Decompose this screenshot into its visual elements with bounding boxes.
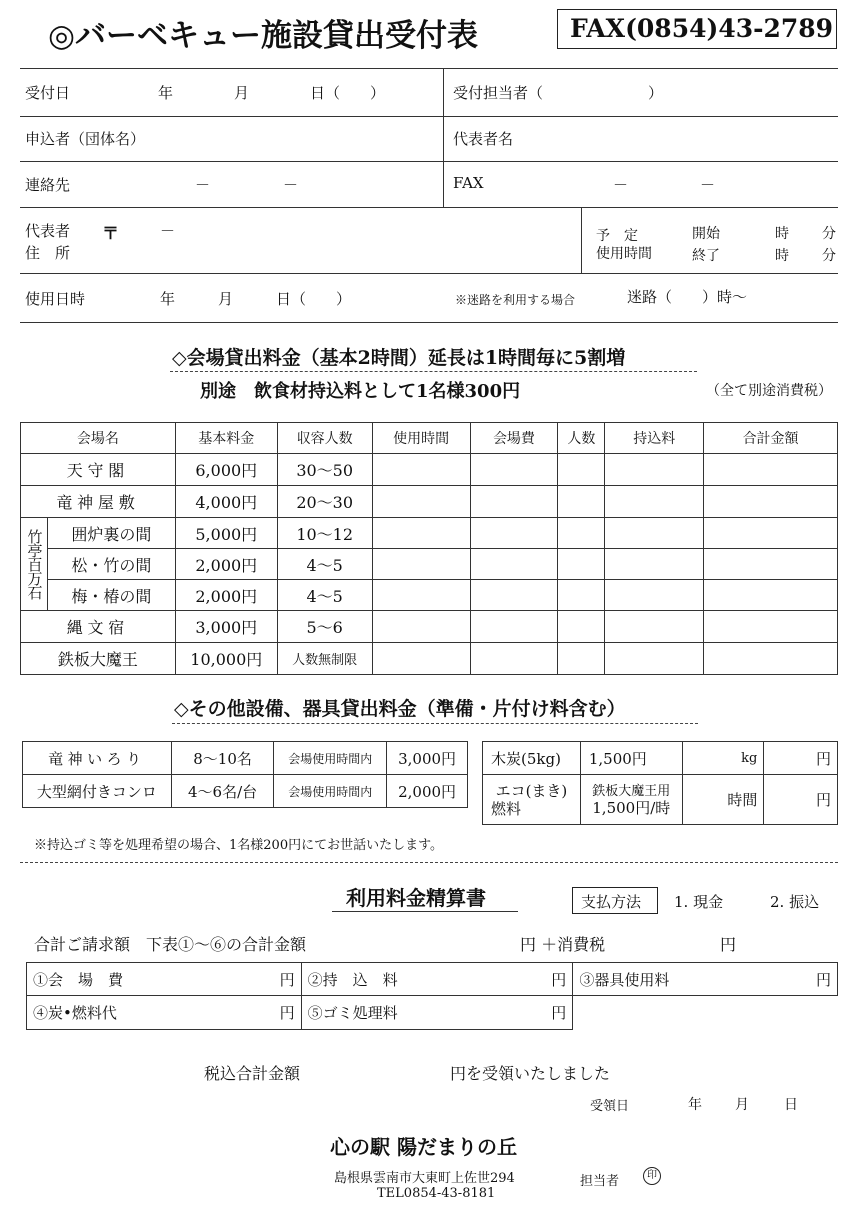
total-cell[interactable] — [704, 549, 838, 580]
payment-method-box — [572, 887, 658, 914]
applicant-label: 申込者（団体名） — [25, 130, 146, 148]
receipt-staff-label: 受付担当者（ ） — [453, 84, 664, 102]
venue-capacity: 20～30 — [277, 486, 372, 518]
column-header: 会場費 — [470, 423, 558, 454]
received-month-label: 月 — [735, 1097, 749, 1113]
usage-time-cell[interactable] — [372, 643, 470, 675]
charcoal-kg-cell[interactable] — [682, 742, 764, 775]
table-row — [21, 643, 838, 675]
usage-time-cell[interactable] — [372, 454, 470, 486]
organization-name: 心の駅 陽だまりの丘 — [330, 1135, 517, 1159]
contact-dash: － — [283, 176, 299, 194]
people-cell[interactable] — [558, 518, 605, 549]
venue-name: 囲炉裏の間 — [47, 518, 175, 549]
venue-capacity: 5～6 — [277, 611, 372, 643]
table-header-row — [21, 423, 838, 454]
venue-capacity: 4～5 — [277, 580, 372, 611]
column-header: 人数 — [558, 423, 605, 454]
heading-underline — [170, 371, 697, 372]
venue-capacity: 30～50 — [277, 454, 372, 486]
equipment-fee: 2,000円 — [387, 775, 468, 808]
postal-dash: － — [160, 222, 176, 240]
venue-cost-cell[interactable] — [470, 643, 558, 675]
equipment-fee-field[interactable] — [573, 963, 838, 996]
unit-yen: 円 — [815, 970, 831, 989]
heading-underline — [172, 723, 698, 724]
venue-fee: 5,000円 — [175, 518, 277, 549]
maze-note: ※迷路を利用する場合 — [455, 293, 576, 307]
start-minute-label: 分 — [822, 226, 836, 242]
venue-name: 天守閣 — [21, 454, 176, 486]
table-row — [483, 775, 838, 825]
settlement-table — [26, 962, 838, 1030]
form-title: ◎バーベキュー施設貸出受付表 — [48, 18, 479, 54]
column-header: 合計金額 — [704, 423, 838, 454]
venue-capacity: 10～12 — [277, 518, 372, 549]
column-header: 持込料 — [605, 423, 704, 454]
carry-in-cell[interactable] — [605, 549, 704, 580]
received-date-label: 受領日 — [590, 1099, 630, 1114]
venue-capacity: 人数無制限 — [277, 643, 372, 675]
equipment-name: 大型網付きコンロ — [23, 775, 172, 808]
schedule-label: 予 定 — [596, 228, 638, 244]
charcoal-label: 木炭(5kg) — [483, 742, 581, 775]
venue-cost-cell[interactable] — [470, 486, 558, 518]
carry-in-fee-label: ②持 込 料 — [307, 970, 398, 989]
end-minute-label: 分 — [822, 248, 836, 264]
venue-fee: 2,000円 — [175, 549, 277, 580]
total-cell[interactable] — [704, 580, 838, 611]
usage-time-cell[interactable] — [372, 580, 470, 611]
start-label: 開始 — [692, 226, 720, 242]
table-row — [23, 775, 468, 808]
unit-yen: 円 — [279, 970, 295, 989]
total-yen-plus-tax: 円 ＋消費税 — [520, 935, 606, 954]
received-statement: 円を受領いたしました — [450, 1064, 611, 1083]
venue-cost-cell[interactable] — [470, 549, 558, 580]
table-row — [27, 963, 838, 996]
table-row — [21, 518, 838, 549]
fax-dash: － — [700, 176, 716, 194]
use-year-label: 年 — [160, 290, 176, 308]
carry-in-cell[interactable] — [605, 454, 704, 486]
eco-fuel-label-line: エコ(まき) — [495, 781, 568, 800]
total-cell[interactable] — [704, 518, 838, 549]
venue-fee: 3,000円 — [175, 611, 277, 643]
eco-fuel-label — [483, 775, 581, 825]
form-divider — [581, 207, 582, 273]
carry-in-cell[interactable] — [605, 643, 704, 675]
venue-fee-heading: ◇会場貸出料金（基本2時間）延長は1時間毎に5割増 — [172, 347, 626, 369]
use-month-label: 月 — [218, 290, 234, 308]
table-row — [21, 549, 838, 580]
unit-kg: kg — [741, 750, 758, 766]
unit-yen: 円 — [815, 791, 831, 809]
venue-cost-cell[interactable] — [470, 611, 558, 643]
venue-capacity: 4～5 — [277, 549, 372, 580]
usage-time-cell[interactable] — [372, 611, 470, 643]
people-cell[interactable] — [558, 549, 605, 580]
fax-number: FAX(0854)43-2789 — [570, 14, 834, 43]
venue-name: 鉄板大魔王 — [21, 643, 176, 675]
unit-yen: 円 — [551, 970, 567, 989]
carry-in-cell[interactable] — [605, 518, 704, 549]
table-row — [483, 742, 838, 775]
form-rule — [20, 273, 838, 274]
people-cell[interactable] — [558, 643, 605, 675]
venue-cost-field[interactable] — [27, 963, 302, 996]
fax-number-box — [557, 9, 837, 49]
unit-yen: 円 — [551, 1004, 567, 1022]
usage-time-cell[interactable] — [372, 518, 470, 549]
people-cell[interactable] — [558, 454, 605, 486]
form-rule — [20, 116, 838, 117]
tax-included-total-label: 税込合計金額 — [204, 1064, 301, 1083]
venue-name: 梅・椿の間 — [47, 580, 175, 611]
postal-mark: 〒 — [102, 224, 119, 244]
blank-cell — [573, 996, 838, 1030]
eco-fuel-price — [580, 775, 682, 825]
settlement-title: 利用料金精算書 — [346, 886, 486, 910]
address-label: 住 所 — [25, 244, 71, 262]
staff-label: 担当者 — [580, 1174, 620, 1189]
tax-note: （全て別途消費税） — [706, 383, 832, 399]
start-hour-label: 時 — [775, 226, 789, 242]
venue-fee: 6,000円 — [175, 454, 277, 486]
carry-in-cell[interactable] — [605, 611, 704, 643]
venue-group-label: 竹亭百万石 — [21, 518, 48, 611]
payment-option-transfer[interactable]: 2. 振込 — [770, 893, 820, 911]
garbage-fee-label: ⑤ゴミ処理料 — [307, 1004, 398, 1022]
people-cell[interactable] — [558, 486, 605, 518]
venue-fee: 2,000円 — [175, 580, 277, 611]
eco-fuel-price-line: 1,500円/時 — [592, 798, 671, 817]
organization-address: 島根県雲南市大東町上佐世294 — [334, 1171, 515, 1186]
payment-method-label: 支払方法 — [581, 893, 642, 911]
representative-label: 代表者名 — [453, 130, 514, 148]
end-label: 終了 — [692, 248, 720, 264]
equipment-fee: 3,000円 — [387, 742, 468, 775]
charcoal-price: 1,500円 — [580, 742, 682, 775]
charcoal-yen-cell[interactable] — [764, 742, 838, 775]
seal-mark — [643, 1167, 661, 1185]
form-rule — [20, 322, 838, 323]
usage-time-cell[interactable] — [372, 549, 470, 580]
address-label: 代表者 — [25, 222, 71, 240]
fuel-fee-label: ④炭•燃料代 — [33, 1004, 117, 1022]
carry-in-cell[interactable] — [605, 580, 704, 611]
column-header: 使用時間 — [372, 423, 470, 454]
equipment-fee-label: ③器具使用料 — [579, 970, 670, 989]
equipment-condition: 会場使用時間内 — [274, 775, 387, 808]
equipment-fee-table — [22, 741, 468, 808]
contact-label: 連絡先 — [25, 176, 71, 194]
contact-dash: － — [195, 176, 211, 194]
received-year-label: 年 — [688, 1097, 702, 1113]
table-row — [27, 996, 838, 1030]
venue-fee: 10,000円 — [175, 643, 277, 675]
fax-dash: － — [613, 176, 629, 194]
table-row — [21, 611, 838, 643]
venue-fee-table — [20, 422, 838, 675]
table-row — [21, 580, 838, 611]
total-cell[interactable] — [704, 611, 838, 643]
total-cell[interactable] — [704, 486, 838, 518]
column-header: 基本料金 — [175, 423, 277, 454]
venue-name: 縄文宿 — [21, 611, 176, 643]
table-row — [21, 486, 838, 518]
section-divider — [20, 862, 838, 863]
schedule-label: 使用時間 — [596, 246, 652, 262]
equipment-condition: 会場使用時間内 — [274, 742, 387, 775]
receipt-month-label: 月 — [234, 84, 250, 102]
people-cell[interactable] — [558, 611, 605, 643]
equipment-fee-heading: ◇その他設備、器具貸出料金（準備・片付け料含む） — [174, 698, 626, 720]
unit-hours: 時間 — [727, 791, 758, 809]
usage-time-cell[interactable] — [372, 486, 470, 518]
fuel-fee-field[interactable] — [27, 996, 302, 1030]
column-header: 会場名 — [21, 423, 176, 454]
equipment-capacity: 8～10名 — [171, 742, 274, 775]
equipment-capacity: 4～6名/台 — [171, 775, 274, 808]
end-hour-label: 時 — [775, 248, 789, 264]
payment-option-cash[interactable]: 1. 現金 — [674, 893, 724, 911]
total-request-label: 合計ご請求額 下表①～⑥の合計金額 — [34, 935, 307, 954]
unit-yen: 円 — [279, 1004, 295, 1022]
carry-in-fee-field[interactable] — [301, 963, 573, 996]
venue-fee: 4,000円 — [175, 486, 277, 518]
venue-cost-cell[interactable] — [470, 518, 558, 549]
carry-in-fee-note: 別途 飲食材持込料として1名様300円 — [200, 381, 521, 402]
carry-in-cell[interactable] — [605, 486, 704, 518]
venue-name: 松・竹の間 — [47, 549, 175, 580]
venue-cost-label: ①会 場 費 — [33, 970, 124, 989]
total-cell[interactable] — [704, 454, 838, 486]
receipt-day-label: 日（ ） — [310, 84, 386, 102]
seal-text: 印 — [647, 1170, 657, 1181]
table-row — [21, 454, 838, 486]
fuel-fee-table — [482, 741, 838, 825]
form-rule — [20, 161, 838, 162]
use-day-label: 日（ ） — [276, 290, 352, 308]
venue-cost-cell[interactable] — [470, 580, 558, 611]
use-date-label: 使用日時 — [25, 290, 86, 308]
receipt-year-label: 年 — [158, 84, 174, 102]
title-underline — [332, 911, 518, 912]
venue-cost-cell[interactable] — [470, 454, 558, 486]
table-row — [23, 742, 468, 775]
eco-fuel-label-line: 燃料 — [491, 799, 522, 818]
garbage-fee-field[interactable] — [301, 996, 573, 1030]
organization-phone: TEL0854-43-8181 — [377, 1186, 496, 1201]
venue-name: 竜神屋敷 — [21, 486, 176, 518]
garbage-note: ※持込ゴミ等を処理希望の場合、1名様200円にてお世話いたします。 — [34, 838, 444, 853]
equipment-name: 竜神いろり — [23, 742, 172, 775]
eco-fuel-hours-cell[interactable] — [682, 775, 764, 825]
receipt-date-label: 受付日 — [25, 84, 71, 102]
eco-fuel-price-line: 鉄板大魔王用 — [592, 783, 671, 799]
form-top-border — [20, 68, 838, 69]
unit-yen: 円 — [815, 749, 831, 768]
eco-fuel-yen-cell[interactable] — [764, 775, 838, 825]
fax-label: FAX — [453, 174, 484, 192]
form-divider — [443, 68, 444, 207]
column-header: 収容人数 — [277, 423, 372, 454]
form-rule — [20, 207, 838, 208]
received-day-label: 日 — [784, 1097, 798, 1113]
people-cell[interactable] — [558, 580, 605, 611]
tax-yen: 円 — [720, 935, 737, 954]
total-cell[interactable] — [704, 643, 838, 675]
maze-time-label: 迷路（ ）時～ — [627, 288, 748, 306]
